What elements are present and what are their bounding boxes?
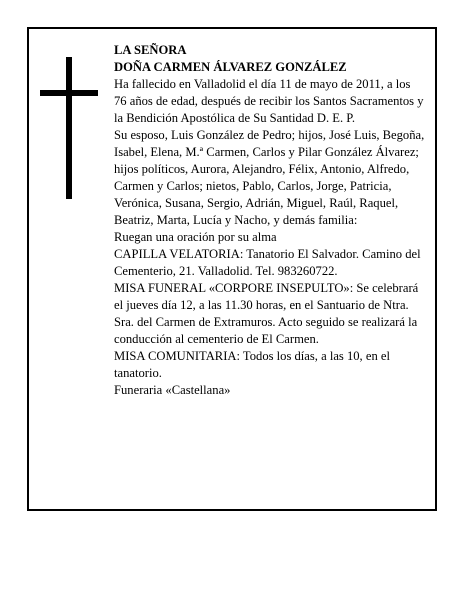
funeral-home: Funeraria «Castellana» (114, 383, 231, 397)
family-list: Su esposo, Luis González de Pedro; hijos, José Luis, Begoña, Isabel, Elena, M.ª Carmen, Carlos y Pilar González Álvarez; hijos políticos, Aurora, Alejandro, Félix, Antonio, Alfredo, Carmen y Carlos; nietos, Pablo, Carlos, Jorge, Patricia, Verónica, Susana, Sergio, Adrián, Miguel, Raúl, Raquel, Beatriz, Marta, Lucía y Nacho, y demás familia: (114, 128, 425, 227)
deceased-name: DOÑA CARMEN ÁLVAREZ GONZÁLEZ (114, 60, 347, 74)
cross-vertical-bar (66, 57, 72, 199)
obituary-notice (27, 27, 437, 511)
funeral-mass-info: MISA FUNERAL «CORPORE INSEPULTO»: Se celebrará el jueves día 12, a las 11.30 horas, en el Santuario de Ntra. Sra. del Carmen de Extramuros. Acto seguido se realizará la conducción al cementerio de El Carmen. (114, 281, 419, 346)
cross-horizontal-bar (40, 90, 98, 96)
prayer-request: Ruegan una oración por su alma (114, 230, 277, 244)
notice-text (114, 42, 426, 399)
death-announcement: Ha fallecido en Valladolid el día 11 de mayo de 2011, a los 76 años de edad, después de recibir los Santos Sacramentos y la Bendición Apostólica de Su Santidad D. E. P. (114, 77, 424, 125)
community-mass-info: MISA COMUNITARIA: Todos los días, a las 10, en el tanatorio. (114, 349, 390, 380)
notice-header-line1: LA SEÑORA (114, 43, 187, 57)
wake-info: CAPILLA VELATORIA: Tanatorio El Salvador. Camino del Cementerio, 21. Valladolid. Tel. 983260722. (114, 247, 421, 278)
cross-icon (40, 57, 98, 199)
